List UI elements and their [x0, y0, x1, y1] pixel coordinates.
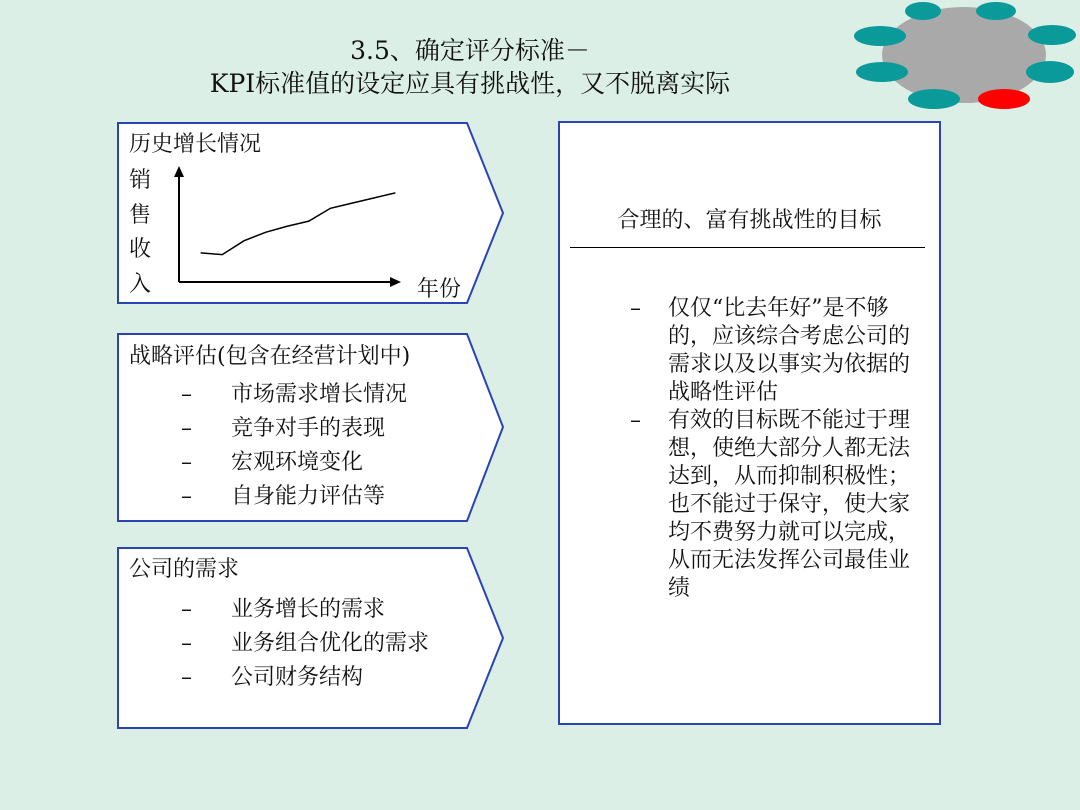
slide-title — [150, 34, 790, 100]
history-box — [117, 122, 503, 303]
bullet-dash: – — [630, 408, 641, 433]
strategy-box — [117, 333, 503, 521]
wheel-node-1[interactable] — [905, 2, 941, 20]
y-label-char-1: 销 — [129, 168, 152, 193]
bullet-dash: – — [181, 484, 192, 509]
target-item-better-than-last-year: 仅仅“比去年好”是不够的，应该综合考虑公司的需求以及以事实为依据的战略性评估 — [668, 296, 911, 405]
target-box — [558, 121, 941, 725]
y-label-char-4: 入 — [129, 272, 152, 297]
wheel-node-6[interactable] — [1026, 61, 1074, 83]
bullet-dash: – — [181, 631, 192, 656]
list-item — [181, 661, 429, 695]
target-divider — [570, 247, 925, 248]
list-item — [181, 480, 407, 514]
wheel-node-3[interactable] — [854, 26, 906, 46]
bullet-dash: – — [181, 450, 192, 475]
company-item-portfolio: 业务组合优化的需求 — [231, 631, 430, 656]
strategy-heading: 战略评估(包含在经营计划中) — [129, 344, 411, 369]
x-axis-arrow — [390, 277, 401, 287]
company-list — [181, 593, 429, 695]
wheel-node-5[interactable] — [856, 62, 908, 82]
company-item-growth: 业务增长的需求 — [231, 597, 386, 622]
wheel-node-4[interactable] — [1028, 25, 1076, 45]
wheel-hub — [882, 7, 1046, 103]
strategy-item-market: 市场需求增长情况 — [231, 382, 408, 407]
history-heading: 历史增长情况 — [129, 132, 262, 157]
company-heading: 公司的需求 — [129, 557, 240, 582]
strategy-item-competitors: 竞争对手的表现 — [231, 416, 386, 441]
y-axis-arrow — [174, 166, 184, 177]
title-line-1: 3.5、确定评分标准－ — [350, 36, 590, 65]
list-item — [630, 407, 930, 603]
list-item — [181, 446, 407, 480]
wheel-node-7[interactable] — [908, 89, 960, 109]
title-line-2: KPI标准值的设定应具有挑战性，又不脱离实际 — [209, 69, 731, 98]
strategy-list — [181, 378, 407, 514]
x-axis-label: 年份 — [417, 277, 462, 302]
bullet-dash: – — [181, 382, 192, 407]
list-item — [181, 378, 407, 412]
wheel-node-active[interactable] — [978, 89, 1030, 109]
strategy-item-self: 自身能力评估等 — [231, 484, 386, 509]
list-item — [181, 627, 429, 661]
bullet-dash: – — [181, 597, 192, 622]
navigation-wheel — [848, 0, 1078, 112]
sales-series-line — [201, 193, 396, 255]
company-needs-box — [117, 547, 503, 728]
company-item-finance: 公司财务结构 — [231, 665, 364, 690]
bullet-dash: – — [181, 665, 192, 690]
strategy-item-macro: 宏观环境变化 — [231, 450, 364, 475]
y-label-char-3: 收 — [129, 237, 152, 262]
bullet-dash: – — [181, 416, 192, 441]
target-list — [630, 295, 930, 603]
list-item — [181, 593, 429, 627]
bullet-dash: – — [630, 296, 641, 321]
wheel-node-2[interactable] — [976, 2, 1016, 20]
list-item — [630, 295, 930, 407]
target-heading: 合理的、富有挑战性的目标 — [617, 208, 882, 233]
sales-history-chart — [117, 122, 505, 305]
target-item-effective-goal: 有效的目标既不能过于理想，使绝大部分人都无法达到，从而抑制积极性；也不能过于保守，使大家均不费努力就可以完成，从而无法发挥公司最佳业绩 — [668, 408, 911, 601]
list-item — [181, 412, 407, 446]
y-label-char-2: 售 — [129, 203, 152, 228]
